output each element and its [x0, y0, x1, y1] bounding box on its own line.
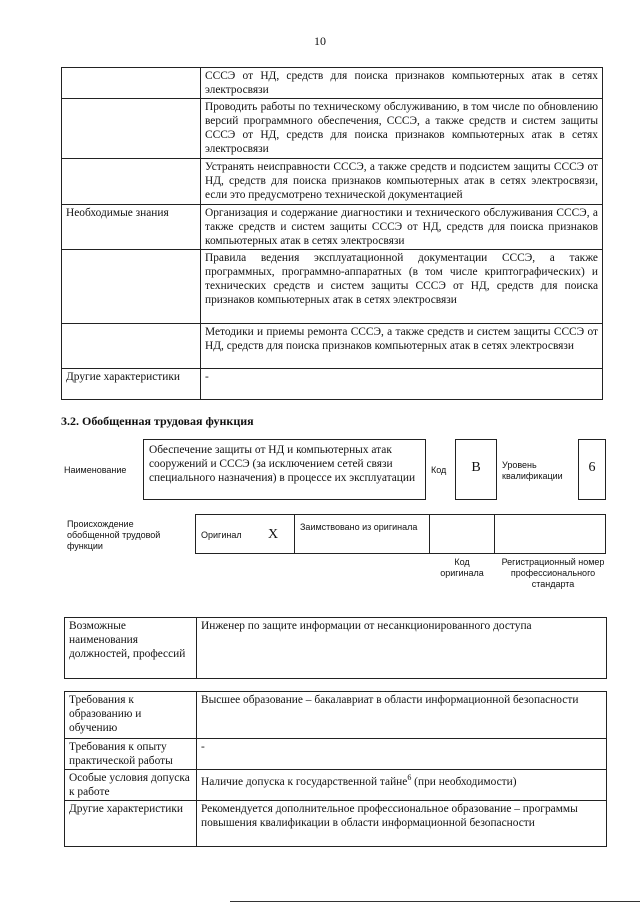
row-label	[62, 250, 201, 324]
table-row	[62, 99, 603, 159]
row-text: Организация и содержание диагностики и технического обслуживания СССЭ, а также средств и систем защиты СССЭ от НД, средств для поиска признаков компьютерных атак в сетях электросвязи	[201, 205, 603, 250]
row-label	[62, 68, 201, 99]
row-text: СССЭ от НД, средств для поиска признаков компьютерных атак в сетях электросвязи	[201, 68, 603, 99]
table-row	[62, 324, 603, 369]
level-value-box: 6	[578, 439, 606, 500]
row-text: Высшее образование – бакалавриат в области информационной безопасности	[197, 692, 607, 739]
origin-divider	[429, 514, 430, 554]
table-row	[65, 739, 607, 770]
row-label: Необходимые знания	[62, 205, 201, 250]
borrowed-label: Заимствовано из оригинала	[300, 522, 418, 532]
row-label: Требования к опыту практической работы	[65, 739, 197, 770]
row-text: Инженер по защите информации от несанкционированного доступа	[197, 618, 607, 679]
table-row	[62, 159, 603, 205]
origin-divider	[294, 514, 295, 554]
name-label: Наименование	[64, 465, 127, 475]
row-label	[62, 159, 201, 205]
row-text: -	[197, 739, 607, 770]
skills-knowledge-table	[61, 67, 603, 400]
footnote-marker: 6	[407, 773, 412, 782]
table-row	[62, 205, 603, 250]
page-number: 10	[314, 34, 326, 48]
original-mark: X	[268, 527, 279, 542]
section-title: 3.2. Обобщенная трудовая функция	[61, 414, 254, 428]
requirement-suffix: (при необходимости)	[411, 775, 517, 788]
row-label: Возможные наименования должностей, профессий	[65, 618, 197, 679]
row-label: Другие характеристики	[62, 369, 201, 400]
gtf-name-box: Обеспечение защиты от НД и компьютерных атак сооружений и СССЭ (за исключением сетей связи специального назначения) в процессе их эксплуатации	[143, 439, 426, 500]
original-label: Оригинал	[201, 530, 242, 540]
code-original-caption: Код оригинала	[440, 557, 484, 578]
row-label	[62, 324, 201, 369]
row-text: Проводить работы по техническому обслуживанию, в том числе по обновлению версий программного обеспечения, СССЭ, а также средств и систем защиты СССЭ от НД, средств для поиска признаков компьютерных атак в сетях электросвязи	[201, 99, 603, 159]
row-text	[197, 770, 607, 801]
positions-table	[64, 617, 607, 679]
code-value-box: B	[455, 439, 497, 500]
row-label: Требования к образованию и обучению	[65, 692, 197, 739]
row-text: -	[201, 369, 603, 400]
table-row	[65, 801, 607, 847]
origin-box	[195, 514, 606, 554]
row-text: Устранять неисправности СССЭ, а также средств и подсистем защиты СССЭ от НД, средств для поиска признаков компьютерных атак в сетях электросвязи, если это предусмотрено технической документацией	[201, 159, 603, 205]
origin-label: Происхождение обобщенной трудовой функции	[67, 519, 161, 551]
origin-divider	[494, 514, 495, 554]
table-row	[62, 250, 603, 324]
requirement-text: Наличие допуска к государственной тайне	[201, 775, 408, 788]
page-bottom-rule	[230, 901, 640, 902]
row-label: Другие характеристики	[65, 801, 197, 847]
table-row	[65, 618, 607, 679]
table-row	[62, 68, 603, 99]
table-row	[65, 692, 607, 739]
code-label: Код	[431, 465, 447, 475]
row-label	[62, 99, 201, 159]
row-text: Правила ведения эксплуатационной документации СССЭ, а также программных, программно-аппаратных (в том числе криптографических) и технических средств и систем защиты СССЭ от НД, средств для поиска признаков компьютерных атак в сетях электросвязи	[201, 250, 603, 324]
table-row	[65, 770, 607, 801]
requirements-table	[64, 691, 607, 847]
row-text: Методики и приемы ремонта СССЭ, а также средств и систем защиты СССЭ от НД, средств для поиска признаков компьютерных атак в сетях электросвязи	[201, 324, 603, 369]
registration-caption: Регистрационный номер профессионального стандарта	[501, 557, 605, 589]
level-label: Уровень квалификации	[502, 460, 563, 481]
table-row	[62, 369, 603, 400]
row-label: Особые условия допуска к работе	[65, 770, 197, 801]
row-text: Рекомендуется дополнительное профессиональное образование – программы повышения квалификации в области информационной безопасности	[197, 801, 607, 847]
